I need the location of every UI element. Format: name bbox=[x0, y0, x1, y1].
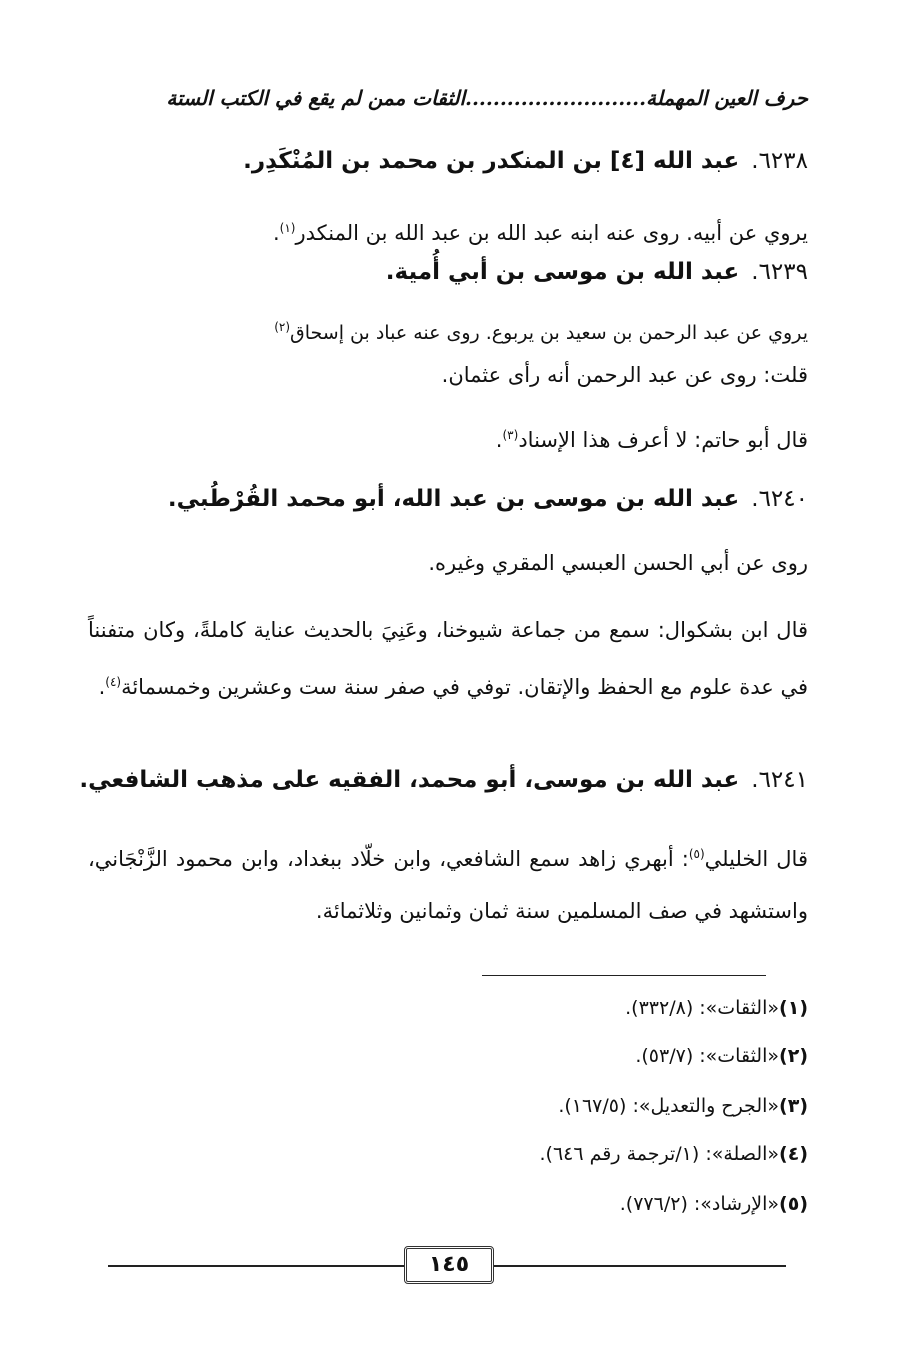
footnote-text: «الجرح والتعديل»: (١٦٧/٥). bbox=[558, 1095, 780, 1117]
footnote bbox=[408, 1140, 808, 1168]
footnote-text: «الإرشاد»: (٧٧٦/٢). bbox=[619, 1193, 780, 1215]
footnote bbox=[408, 994, 808, 1022]
running-header: حرف العين المهملة..........................الثقات ممن لم يقع في الكتب الستة bbox=[166, 86, 808, 110]
entry-heading bbox=[88, 257, 808, 287]
footnote-ref[interactable]: (٢) bbox=[274, 320, 291, 334]
entry-heading bbox=[88, 146, 808, 176]
footnote-ref[interactable]: (٥) bbox=[688, 847, 705, 861]
footnote-ref[interactable]: (٣) bbox=[502, 428, 519, 442]
entry-name: عبد الله بن موسى بن أبي أُمية. bbox=[385, 259, 740, 285]
footnote-number: (١) bbox=[779, 997, 808, 1019]
footnote-divider bbox=[482, 975, 766, 976]
footnote bbox=[408, 1190, 808, 1218]
footnote-number: (٢) bbox=[779, 1045, 808, 1067]
entry-name: عبد الله [٤] بن المنكدر بن محمد بن المُنْكَدِر. bbox=[243, 148, 740, 174]
entry-paragraph: قال أبو حاتم: لا أعرف هذا الإسناد$^{(٣)}$. bbox=[495, 428, 808, 452]
footnote bbox=[408, 1042, 808, 1070]
entry-name: عبد الله بن موسى بن عبد الله، أبو محمد القُرْطُبي. bbox=[167, 486, 740, 512]
footer-rule-right bbox=[494, 1265, 786, 1267]
entry-number: ٦٢٤٠. bbox=[751, 486, 808, 512]
entry-paragraph: قال الخليلي$^{(٥)}$: أبهري زاهد سمع الشافعي، وابن خلّاد ببغداد، وابن محمود الزَّنْجَاني، واستشهد في صف المسلمين سنة ثمان وثمانين وثلاثمائة. bbox=[88, 847, 808, 923]
footnote-number: (٤) bbox=[779, 1143, 808, 1165]
footnote-text: «الثقات»: (٣٣٢/٨). bbox=[625, 997, 780, 1019]
footer-rule-left bbox=[108, 1265, 404, 1267]
entry-number: ٦٢٣٩. bbox=[751, 259, 808, 285]
entry-paragraph: قلت: روى عن عبد الرحمن أنه رأى عثمان. bbox=[441, 363, 808, 387]
footnote-text: «الصلة»: (١/ترجمة رقم ٦٤٦). bbox=[539, 1143, 780, 1165]
footnote bbox=[408, 1092, 808, 1120]
entry-paragraph: قال ابن بشكوال: سمع من جماعة شيوخنا، وعَنِيَ بالحديث عناية كاملةً، وكان متفنناً في عدة علوم مع الحفظ والإتقان. توفي في صفر سنة ست وعشرين وخمسمائة$^{(٤)}$. bbox=[88, 618, 808, 699]
footnote-number: (٣) bbox=[779, 1095, 808, 1117]
entry-paragraph: يروي عن عبد الرحمن بن سعيد بن يربوع. روى عنه عباد بن إسحاق$^{(٢)}$ bbox=[274, 320, 808, 344]
entry-number: ٦٢٤١. bbox=[751, 767, 808, 793]
footnote-text: «الثقات»: (٥٣/٧). bbox=[635, 1045, 780, 1067]
entry-paragraph: يروي عن أبيه. روى عنه ابنه عبد الله بن عبد الله بن المنكدر$^{(١)}$. bbox=[272, 221, 808, 245]
entry-number: ٦٢٣٨. bbox=[751, 148, 808, 174]
entry-heading bbox=[88, 484, 808, 514]
entry-heading bbox=[79, 765, 808, 795]
page-number: ١٤٥ bbox=[404, 1246, 494, 1284]
entry-name: عبد الله بن موسى، أبو محمد، الفقيه على مذهب الشافعي. bbox=[79, 767, 740, 793]
footnote-number: (٥) bbox=[779, 1193, 808, 1215]
footnote-ref[interactable]: (١) bbox=[279, 221, 296, 235]
footnote-ref[interactable]: (٤) bbox=[105, 675, 122, 689]
entry-paragraph: روى عن أبي الحسن العبسي المقري وغيره. bbox=[428, 551, 808, 575]
